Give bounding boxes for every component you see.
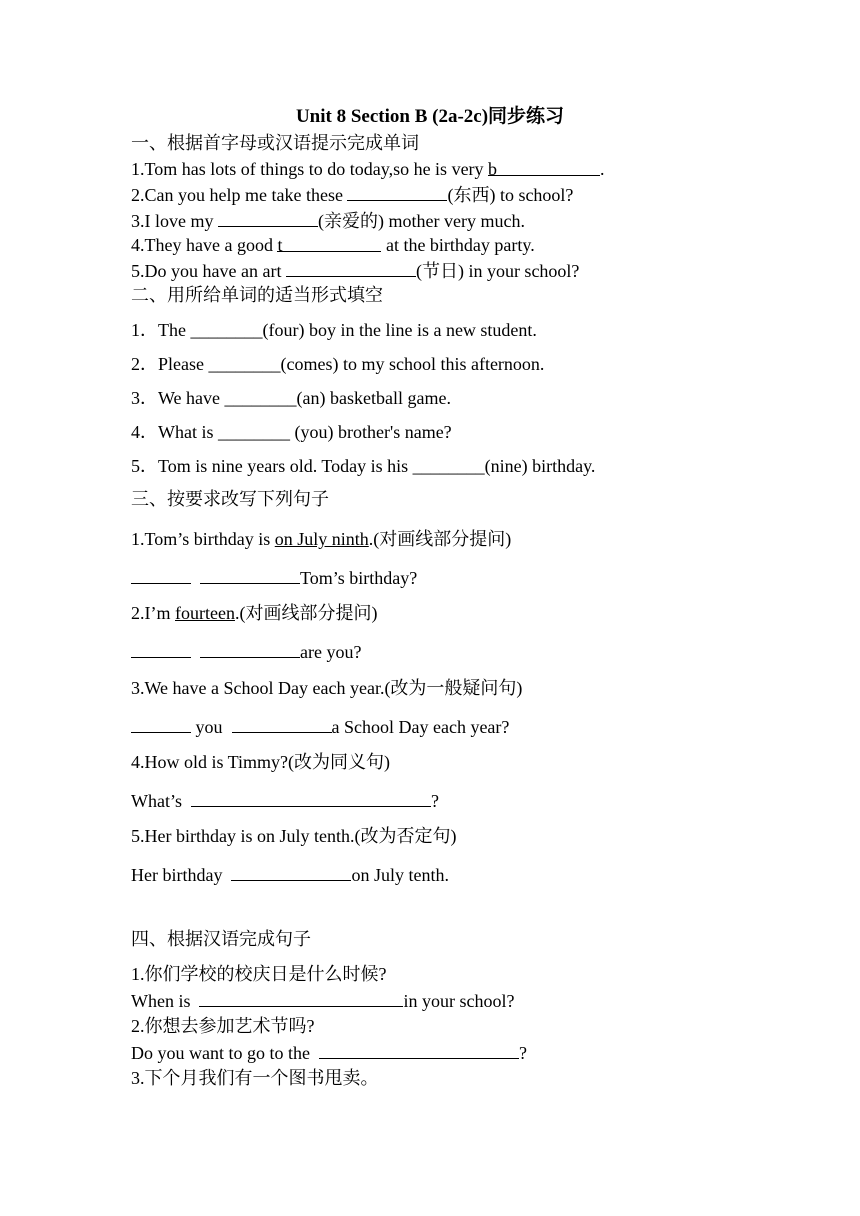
sec1-q5-text: 5.Do you have an art: [131, 261, 286, 281]
sec1-q1-letter: b: [488, 159, 498, 179]
sec4-answer-1: [131, 988, 514, 1013]
sec3-a3-end: a School Day each year?: [331, 717, 510, 737]
sec3-question-4: 4.How old is Timmy?(改为同义句): [131, 752, 391, 772]
sec1-q4-letter: t: [277, 235, 283, 255]
sec3-a5-end: on July tenth.: [351, 865, 449, 885]
sec3-q1-end: .(对画线部分提问): [368, 529, 512, 549]
sec1-q3-blank[interactable]: [218, 208, 318, 227]
sec1-question-4: [131, 233, 535, 257]
sec1-q1-blank[interactable]: [488, 157, 600, 179]
sec3-a4-text: What’s: [131, 791, 187, 811]
sec3-q1-underlined: on July ninth: [274, 529, 369, 549]
sec4-a2-text: Do you want to go to the: [131, 1043, 315, 1063]
sec4-answer-2: [131, 1040, 527, 1065]
sec3-answer-2: [131, 639, 361, 664]
sec1-q5-end: (节日) in your school?: [415, 261, 580, 281]
sec3-question-2: [131, 601, 377, 625]
sec3-answer-5: [131, 862, 449, 887]
sec3-a5-blank[interactable]: [231, 862, 351, 881]
sec3-question-3: 3.We have a School Day each year.(改为一般疑问句): [131, 678, 523, 698]
sec1-question-5: [131, 258, 579, 283]
sec1-q3-text: 3.I love my: [131, 211, 218, 231]
sec3-a3-blank-1[interactable]: [131, 714, 191, 733]
sec4-question-1: 1.你们学校的校庆日是什么时候?: [131, 964, 387, 984]
section-3-heading: 三、按要求改写下列句子: [131, 489, 329, 509]
sec1-q4-text: 4.They have a good: [131, 235, 278, 255]
sec3-q2-text: 2.I’m: [131, 603, 175, 623]
sec3-q2-underlined: fourteen: [175, 603, 235, 623]
sec2-question-5: 5．Tom is nine years old. Today is his ________(nine) birthday.: [131, 456, 596, 476]
sec3-answer-1: [131, 565, 417, 590]
sec3-a3-mid: you: [191, 717, 227, 737]
sec3-question-5: 5.Her birthday is on July tenth.(改为否定句): [131, 826, 457, 846]
sec4-a1-blank[interactable]: [199, 988, 403, 1007]
sec1-question-1: [131, 157, 605, 181]
sec2-question-1: 1．The ________(four) boy in the line is a new student.: [131, 320, 537, 340]
sec1-q2-end: (东西) to school?: [447, 185, 574, 205]
sec3-a2-blank-1[interactable]: [131, 639, 191, 658]
sec4-a1-end: in your school?: [403, 991, 515, 1011]
sec4-question-3: 3.下个月我们有一个图书甩卖。: [131, 1068, 379, 1088]
sec3-a1-blank-2[interactable]: [200, 565, 300, 584]
sec1-q4-blank[interactable]: [277, 233, 381, 255]
sec4-a1-text: When is: [131, 991, 195, 1011]
sec3-a4-blank[interactable]: [191, 788, 431, 807]
sec3-answer-4: [131, 788, 439, 813]
sec1-q5-blank[interactable]: [286, 258, 416, 277]
sec3-answer-3: [131, 714, 509, 739]
sec2-question-4: 4．What is ________ (you) brother's name?: [131, 422, 452, 442]
sec3-a1-end: Tom’s birthday?: [300, 568, 418, 588]
sec3-a2-blank-2[interactable]: [200, 639, 300, 658]
sec1-q2-text: 2.Can you help me take these: [131, 185, 348, 205]
sec3-a4-end: ?: [431, 791, 439, 811]
sec1-question-3: [131, 208, 525, 233]
sec4-question-2: 2.你想去参加艺术节吗?: [131, 1016, 315, 1036]
worksheet-title: Unit 8 Section B (2a-2c)同步练习: [295, 106, 565, 127]
sec3-a1-blank-1[interactable]: [131, 565, 191, 584]
sec3-a5-text: Her birthday: [131, 865, 227, 885]
section-4-heading: 四、根据汉语完成句子: [131, 929, 311, 949]
section-1-heading: 一、根据首字母或汉语提示完成单词: [131, 133, 419, 153]
sec2-question-2: 2．Please ________(comes) to my school this afternoon.: [131, 354, 545, 374]
sec1-q4-end: at the birthday party.: [381, 235, 535, 255]
sec4-a2-end: ?: [518, 1043, 527, 1063]
sec3-question-1: [131, 527, 511, 551]
sec1-question-2: [131, 182, 573, 207]
sec3-a3-blank-2[interactable]: [232, 714, 332, 733]
sec1-q1-end: .: [600, 159, 605, 179]
sec3-a2-end: are you?: [300, 642, 362, 662]
sec2-question-3: 3．We have ________(an) basketball game.: [131, 388, 451, 408]
sec3-q1-text: 1.Tom’s birthday is: [131, 529, 275, 549]
sec4-a2-blank[interactable]: [319, 1040, 519, 1059]
sec1-q2-blank[interactable]: [347, 182, 447, 201]
sec1-q1-text: 1.Tom has lots of things to do today,so he is very: [131, 159, 489, 179]
sec3-q2-end: .(对画线部分提问): [234, 603, 378, 623]
sec1-q3-end: (亲爱的) mother very much.: [318, 211, 525, 231]
section-2-heading: 二、用所给单词的适当形式填空: [131, 285, 383, 305]
